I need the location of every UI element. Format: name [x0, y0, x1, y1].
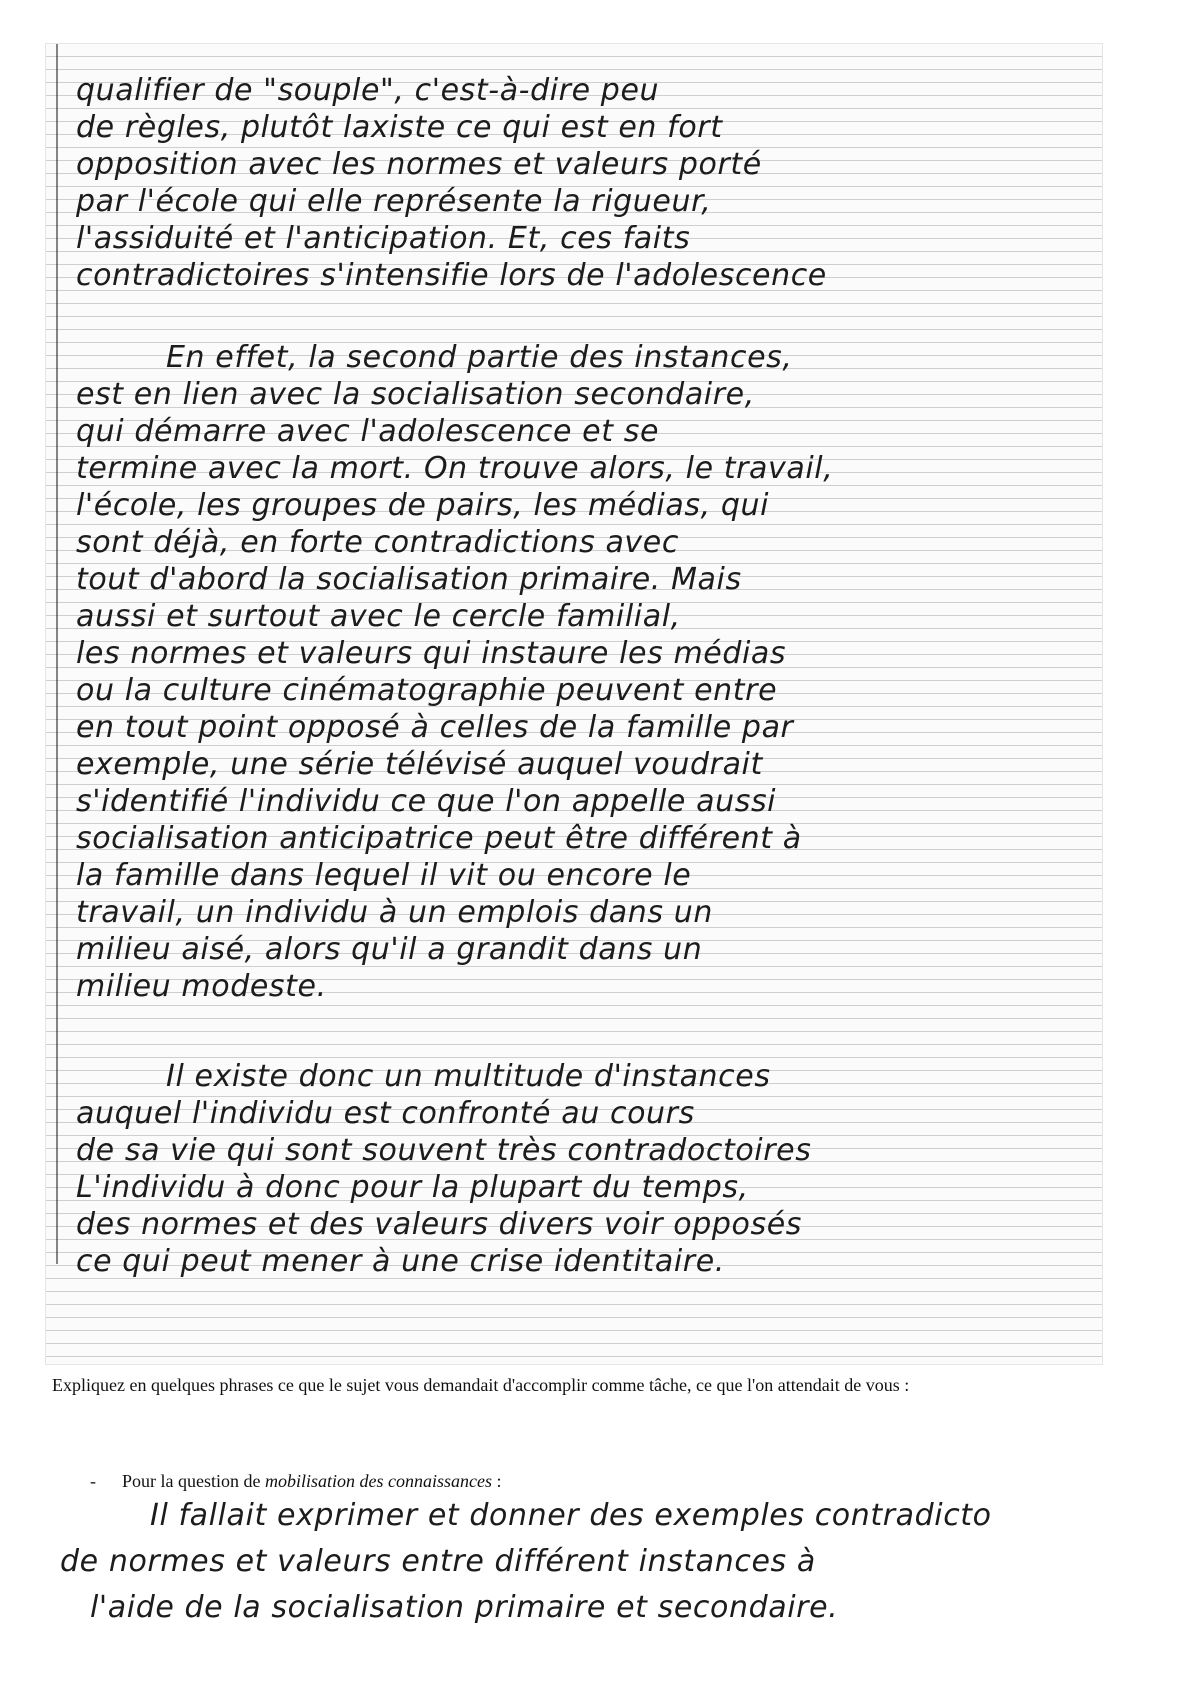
essay-line: des normes et des valeurs divers voir opposés: [76, 1208, 802, 1242]
essay-line: aussi et surtout avec le cercle familial,: [76, 600, 681, 634]
essay-line: contradictoires s'intensifie lors de l'adolescence: [76, 259, 827, 293]
essay-line: la famille dans lequel il vit ou encore le: [76, 859, 692, 893]
task-explanation-prompt: Expliquez en quelques phrases ce que le sujet vous demandait d'accomplir comme tâche, ce que l'on attendait de vous :: [52, 1375, 910, 1395]
essay-line: auquel l'individu est confronté au cours: [76, 1097, 695, 1131]
essay-line: termine avec la mort. On trouve alors, le travail,: [76, 452, 834, 486]
essay-line: tout d'abord la socialisation primaire. Mais: [76, 563, 742, 597]
essay-line: par l'école qui elle représente la rigueur,: [76, 185, 712, 219]
essay-line: les normes et valeurs qui instaure les médias: [76, 637, 787, 671]
essay-line: en tout point opposé à celles de la famille par: [76, 711, 794, 745]
essay-line: L'individu à donc pour la plupart du temps,: [76, 1171, 749, 1205]
essay-line: socialisation anticipatrice peut être différent à: [76, 822, 802, 856]
essay-line: ce qui peut mener à une crise identitaire.: [76, 1245, 725, 1279]
essay-line: qualifier de "souple", c'est-à-dire peu: [76, 74, 660, 108]
bullet-emphasis: mobilisation des connaissances: [264, 1471, 492, 1491]
essay-line: l'école, les groupes de pairs, les médias, qui: [76, 489, 770, 523]
essay-line: milieu aisé, alors qu'il a grandit dans un: [76, 933, 703, 967]
essay-line: exemple, une série télévisé auquel voudrait: [76, 748, 763, 782]
answer-line: Il fallait exprimer et donner des exemples contradicto: [150, 1498, 992, 1533]
bullet-item-mobilisation: [90, 1470, 1090, 1492]
answer-line: de normes et valeurs entre différent instances à: [60, 1544, 816, 1579]
essay-line: travail, un individu à un emplois dans un: [76, 896, 713, 930]
essay-line: l'assiduité et l'anticipation. Et, ces faits: [76, 222, 691, 256]
essay-line: est en lien avec la socialisation secondaire,: [76, 378, 755, 412]
answer-line: l'aide de la socialisation primaire et secondaire.: [90, 1590, 839, 1625]
bullet-suffix: :: [491, 1471, 502, 1491]
essay-line: opposition avec les normes et valeurs porté: [76, 148, 762, 182]
essay-line: qui démarre avec l'adolescence et se: [76, 415, 660, 449]
essay-line: de règles, plutôt laxiste ce qui est en fort: [76, 111, 723, 145]
lined-answer-sheet: [46, 44, 1102, 1364]
essay-line: En effet, la second partie des instances,: [166, 341, 793, 375]
essay-line: milieu modeste.: [76, 970, 327, 1004]
essay-line: sont déjà, en forte contradictions avec: [76, 526, 679, 560]
bullet-prefix: Pour la question de: [122, 1471, 265, 1491]
margin-bracket: [56, 44, 58, 1264]
essay-line: Il existe donc un multitude d'instances: [166, 1060, 771, 1094]
essay-line: de sa vie qui sont souvent très contradoctoires: [76, 1134, 812, 1168]
essay-line: s'identifié l'individu ce que l'on appelle aussi: [76, 785, 777, 819]
bullet-dash: -: [90, 1471, 96, 1491]
essay-line: ou la culture cinématographie peuvent entre: [76, 674, 778, 708]
